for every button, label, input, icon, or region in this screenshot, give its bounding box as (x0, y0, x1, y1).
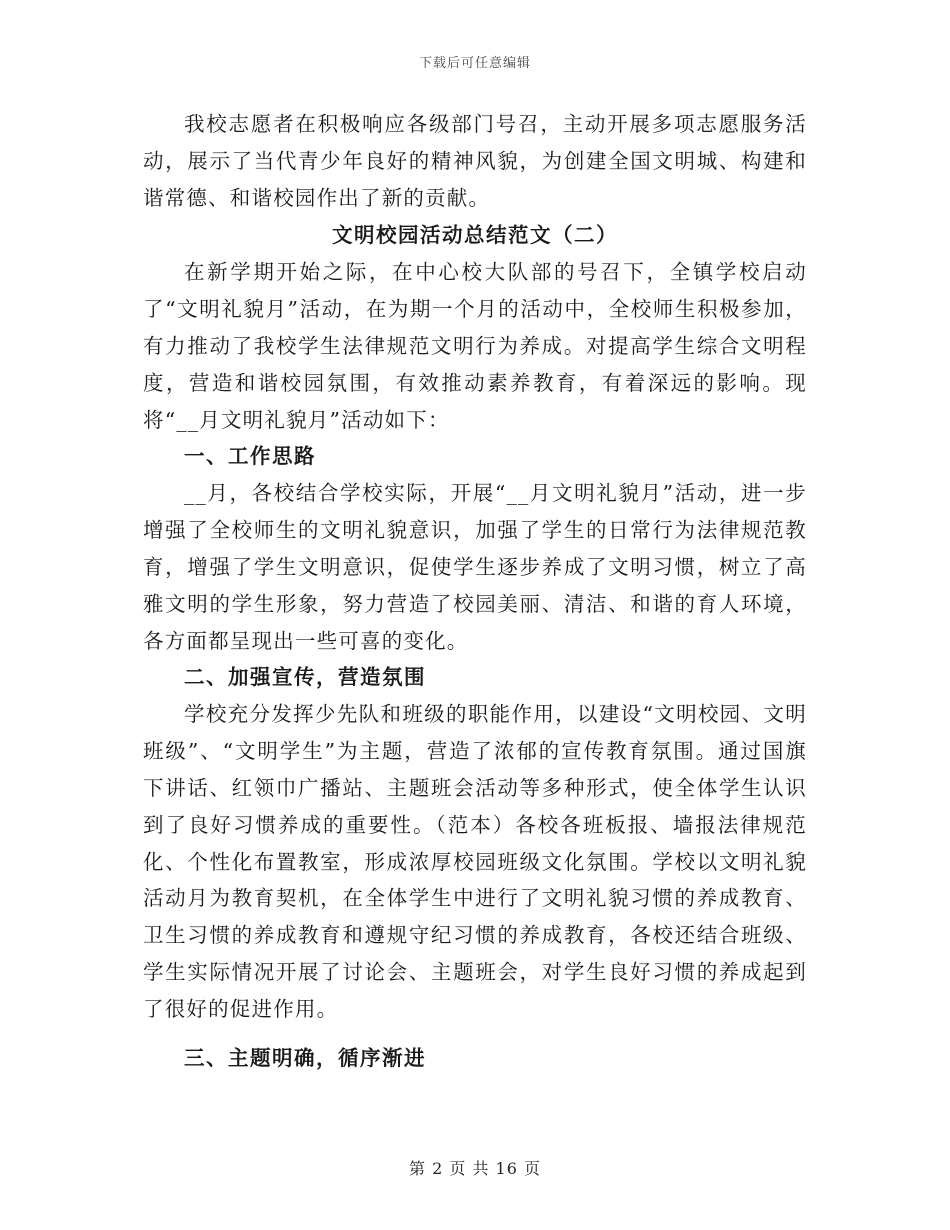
article-title: 文明校园活动总结范文（二） (332, 223, 618, 248)
document-body (143, 106, 807, 1077)
page-header-note: 下载后可任意编辑 (418, 56, 531, 71)
section-paragraph-publicity: 学校充分发挥少先队和班级的职能作用，以建设“文明校园、文明班级”、“文明学生”为主题，营造了浓郁的宣传教育氛围。通过国旗下讲话、红领巾广播站、主题班会活动等多种形式，使全体学生认识到了良好习惯养成的重要性。（范本）各校各班板报、墙报法律规范化、个性化布置教室，形成浓厚校园班级文化氛围。学校以文明礼貌活动月为教育契机，在全体学生中进行了文明礼貌习惯的养成教育、卫生习惯的养成教育和遵规守纪习惯的养成教育，各校还结合班级、学生实际情况开展了讨论会、主题班会，对学生良好习惯的养成起到了很好的促进作用。 (143, 702, 807, 1021)
section-paragraph-work-approach: __月，各校结合学校实际，开展“__月文明礼貌月”活动，进一步增强了全校师生的文明礼貌意识，加强了学生的日常行为法律规范教育，增强了学生文明意识，促使学生逐步养成了文明习惯，树立了高雅文明的学生形象，努力营造了校园美丽、清洁、和谐的育人环境，各方面都呈现出一些可喜的变化。 (143, 481, 807, 653)
section-heading-clear-theme: 三、主题明确，循序渐进 (184, 1045, 426, 1070)
section-heading-work-approach: 一、工作思路 (184, 444, 316, 469)
page-number-footer: 第 2 页 共 16 页 (409, 1159, 541, 1178)
opening-paragraph: 在新学期开始之际，在中心校大队部的号召下，全镇学校启动了“文明礼貌月”活动，在为期一个月的活动中，全校师生积极参加，有力推动了我校学生法律规范文明行为养成。对提高学生综合文明程度，营造和谐校园氛围，有效推动素养教育，有着深远的影响。现将“__月文明礼貌月”活动如下： (143, 260, 807, 432)
section-heading-publicity: 二、加强宣传，营造氛围 (184, 665, 426, 690)
intro-paragraph: 我校志愿者在积极响应各级部门号召，主动开展多项志愿服务活动，展示了当代青少年良好的精神风貌，为创建全国文明城、构建和谐常德、和谐校园作出了新的贡献。 (143, 112, 807, 210)
